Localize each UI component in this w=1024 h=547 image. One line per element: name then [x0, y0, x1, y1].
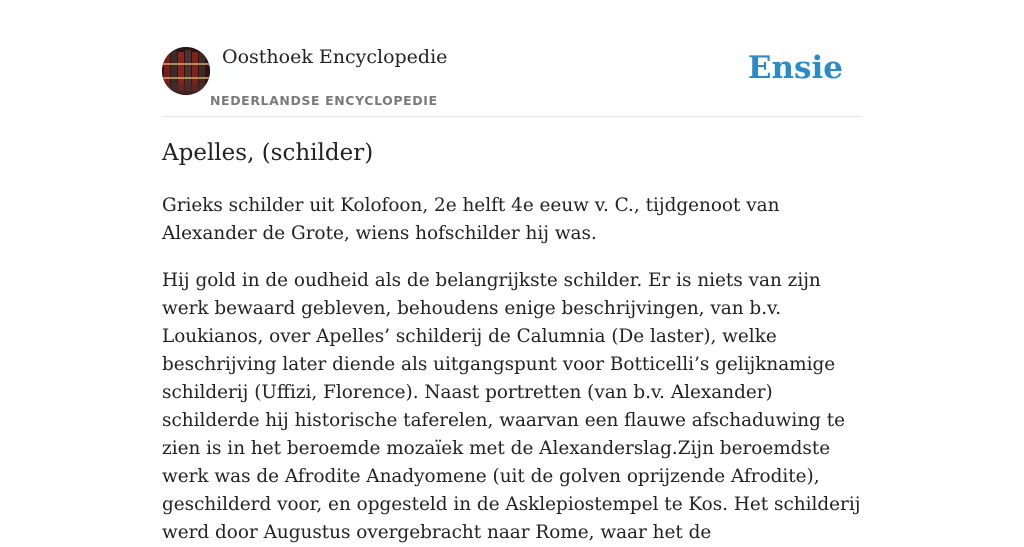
page-container: [162, 0, 862, 543]
article-paragraph-1: Grieks schilder uit Kolofoon, 2e helft 4e eeuw v. C., tijdgenoot van Alexander de Grote, wiens hofschilder hij was.: [162, 195, 780, 244]
site-title[interactable]: Oosthoek Encyclopedie: [222, 46, 448, 68]
article-paragraph-2: Hij gold in de oudheid als de belangrijkste schilder. Er is niets van zijn werk bewaard gebleven, behoudens enige beschrijvingen, van b.v. Loukianos, over Apelles’ schilderij de Calumnia (De laster), welke beschrijving later diende als uitgangspunt voor Botticelli’s gelijknamige schilderij (Uffizi, Florence). Naast portretten (van b.v. Alexander) schilderde hij historische taferelen, waarvan een flauwe afschaduwing te zien is in het beroemde mozaïek met de Alexanderslag.Zijn beroemdste werk was de Afrodite Anadyomene (uit de golven oprijzende Afrodite), geschilderd voor, en opgesteld in de Asklepiostempel te Kos. Het schilderij werd door Augustus overgebracht naar Rome, waar het de: [162, 270, 861, 543]
site-header: [162, 0, 862, 117]
ensie-logo[interactable]: Ensie: [747, 50, 843, 86]
article-title: Apelles, (schilder): [162, 140, 374, 166]
encyclopedia-books-avatar[interactable]: [162, 47, 210, 95]
site-subtitle: NEDERLANDSE ENCYCLOPEDIE: [210, 93, 438, 108]
book-spines-icon: [162, 47, 210, 95]
